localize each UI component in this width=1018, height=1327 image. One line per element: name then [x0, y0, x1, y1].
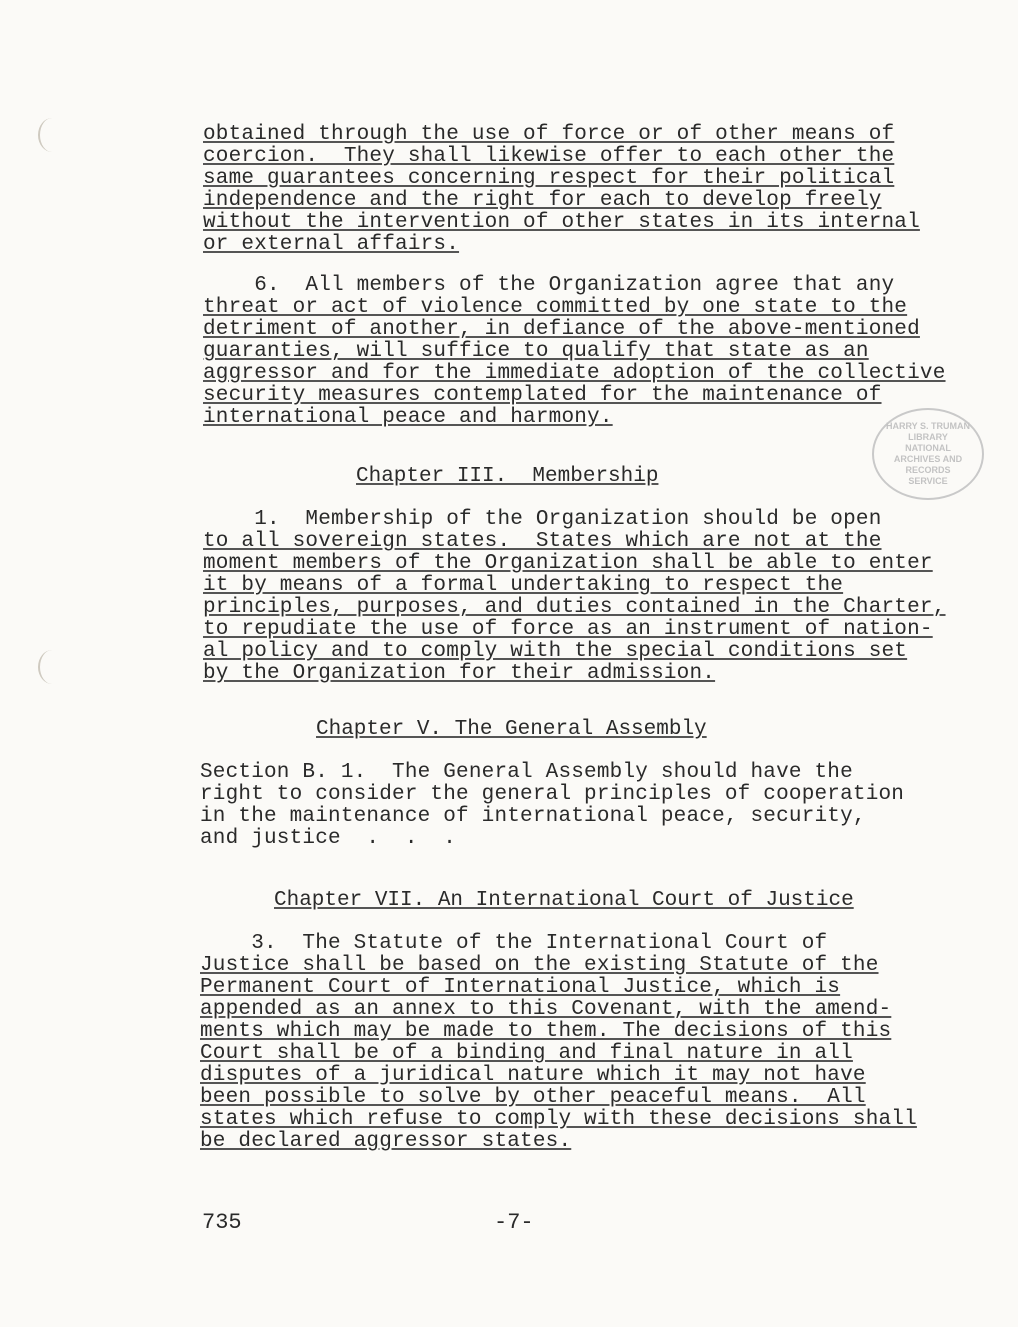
text-line: Court shall be of a binding and final nature in all [200, 1042, 853, 1065]
stamp-text: RECORDS [905, 465, 951, 475]
chapter-7-heading: Chapter VII. An International Court of Justice [274, 889, 854, 912]
archive-stamp [872, 408, 984, 500]
stamp-text: ARCHIVES AND [893, 454, 963, 464]
page-number: -7- [494, 1210, 534, 1235]
text-line: to repudiate the use of force as an instrument of nation- [203, 618, 933, 641]
text-line: obtained through the use of force or of other means of [203, 123, 895, 146]
text-line: been possible to solve by other peaceful means. All [200, 1086, 866, 1109]
text-line: international peace and harmony. [203, 406, 613, 429]
text-line: detriment of another, in defiance of the above-mentioned [203, 318, 920, 341]
punch-hole-top [38, 118, 66, 152]
text-line: guaranties, will suffice to qualify that state as an [203, 340, 869, 363]
text-line: in the maintenance of international peace, security, [200, 805, 866, 828]
text-line: ments which may be made to them. The decisions of this [200, 1020, 892, 1043]
text-line: Justice shall be based on the existing Statute of the [200, 954, 879, 977]
stamp-text: HARRY S. TRUMAN LIBRARY [885, 421, 970, 442]
text-line: coercion. They shall likewise offer to each other the [203, 145, 895, 168]
text-line: states which refuse to comply with these decisions shall [200, 1108, 917, 1131]
text-line: to all sovereign states. States which are not at the [203, 530, 882, 553]
text-line: by the Organization for their admission. [203, 662, 716, 685]
punch-hole-bottom [38, 650, 66, 684]
text-line: Permanent Court of International Justice, which is [200, 976, 841, 999]
text-line: it by means of a formal undertaking to respect the [203, 574, 844, 597]
text-line: 3. The Statute of the International Court of [200, 932, 828, 955]
text-line: same guarantees concerning respect for their political [203, 167, 895, 190]
text-line: Section B. 1. The General Assembly should have the [200, 761, 853, 784]
text-line: independence and the right for each to develop freely [203, 189, 882, 212]
text-line: without the intervention of other states in its internal [203, 211, 920, 234]
text-line: 6. All members of the Organization agree that any [203, 274, 895, 297]
chapter-3-heading: Chapter III. Membership [356, 465, 659, 488]
text-line: and justice . . . [200, 827, 457, 850]
text-line: moment members of the Organization shall be able to enter [203, 552, 933, 575]
chapter-5-heading: Chapter V. The General Assembly [316, 718, 707, 741]
text-line: threat or act of violence committed by one state to the [203, 296, 908, 319]
text-line: principles, purposes, and duties contained in the Charter, [203, 596, 946, 619]
text-line: right to consider the general principles of cooperation [200, 783, 905, 806]
text-line: be declared aggressor states. [200, 1130, 572, 1153]
stamp-text: SERVICE [908, 476, 948, 486]
text-line: appended as an annex to this Covenant, with the amend- [200, 998, 892, 1021]
text-line: al policy and to comply with the special conditions set [203, 640, 908, 663]
text-line: 1. Membership of the Organization should be open [203, 508, 882, 531]
text-line: or external affairs. [203, 233, 460, 256]
text-line: security measures contemplated for the maintenance of [203, 384, 882, 407]
text-line: disputes of a juridical nature which it may not have [200, 1064, 866, 1087]
text-line: aggressor and for the immediate adoption of the collective [203, 362, 946, 385]
document-number: 735 [202, 1210, 242, 1235]
stamp-text: NATIONAL [905, 443, 951, 453]
